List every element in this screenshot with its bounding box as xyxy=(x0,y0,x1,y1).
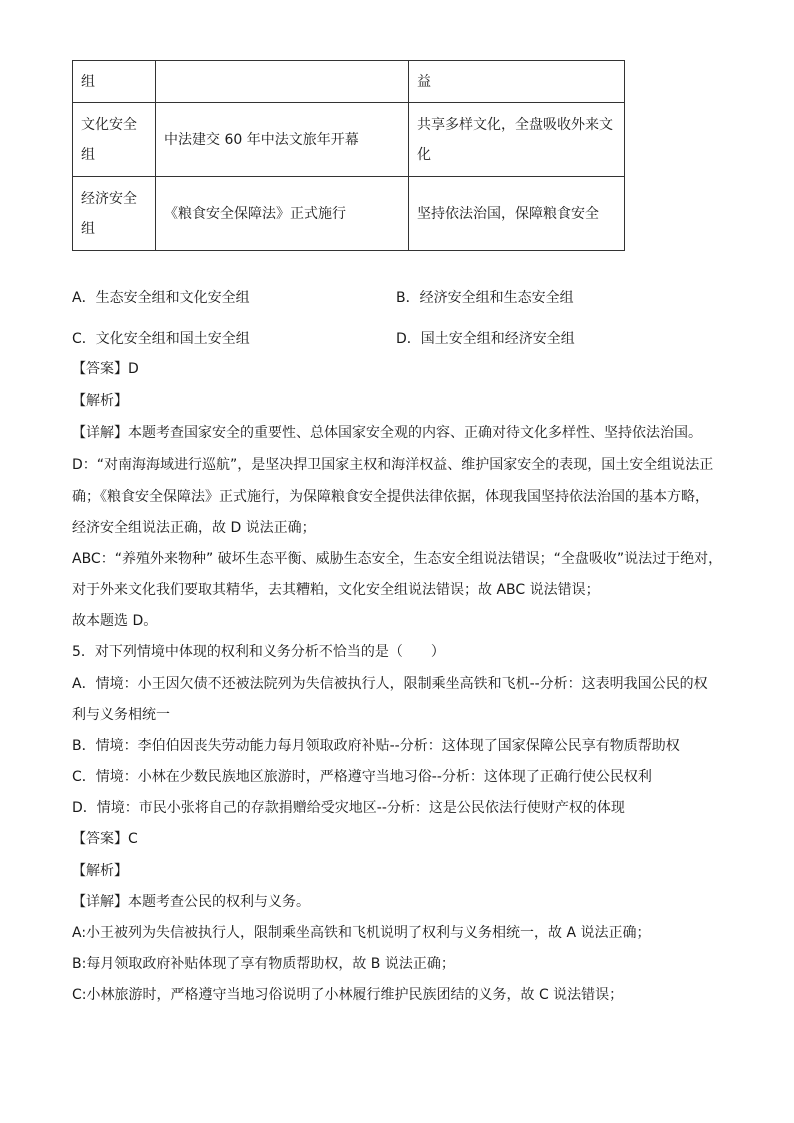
table-cell-event: 《粮食安全保障法》正式施行 xyxy=(156,177,409,251)
q5-option-c: C．情境：小林在少数民族地区旅游时，严格遵守当地习俗--分析：这体现了正确行使公民权利 xyxy=(72,769,652,785)
table-row xyxy=(73,177,625,251)
q4-explanation-d-line3: 经济安全组说法正确，故 D 说法正确； xyxy=(72,520,316,536)
q5-explanation-c: C:小林旅游时，严格遵守当地习俗说明了小林履行维护民族团结的义务，故 C 说法错误； xyxy=(72,987,624,1003)
table-cell-group: 组 xyxy=(73,61,156,103)
q5-option-b: B．情境：李伯伯因丧失劳动能力每月领取政府补贴--分析：这体现了国家保障公民享有物质帮助权 xyxy=(72,738,680,754)
q4-option-c: C．文化安全组和国土安全组 xyxy=(72,331,250,347)
q5-option-d: D．情境：市民小张将自己的存款捐赠给受灾地区--分析：这是公民依法行使财产权的体现 xyxy=(72,800,625,816)
q5-explanation-a: A:小王被列为失信被执行人，限制乘坐高铁和飞机说明了权利与义务相统一，故 A 说法正确； xyxy=(72,925,651,941)
table-row xyxy=(73,103,625,177)
q5-answer: 【答案】C xyxy=(72,831,138,847)
table-cell-event xyxy=(156,61,409,103)
table-cell-group: 经济安全组 xyxy=(73,177,156,251)
q4-explanation-abc-line1: ABC：“养殖外来物种” 破坏生态平衡、威胁生态安全，生态安全组说法错误；“全盘吸收”说法过于绝对， xyxy=(72,551,723,567)
q5-explanation-b: B:每月领取政府补贴体现了享有物质帮助权，故 B 说法正确； xyxy=(72,956,455,972)
q4-answer: 【答案】D xyxy=(72,361,139,377)
table-cell-analysis: 共享多样文化，全盘吸收外来文化 xyxy=(409,103,625,177)
q5-analysis-heading: 【解析】 xyxy=(72,863,128,879)
table-cell-group: 文化安全组 xyxy=(73,103,156,177)
q4-explanation-abc-line2: 对于外来文化我们要取其精华，去其糟粕，文化安全组说法错误；故 ABC 说法错误； xyxy=(72,582,600,598)
table-cell-analysis: 坚持依法治国，保障粮食安全 xyxy=(409,177,625,251)
q4-option-b: B．经济安全组和生态安全组 xyxy=(396,290,574,306)
q5-stem: 5．对下列情境中体现的权利和义务分析不恰当的是（ ） xyxy=(72,644,445,660)
q5-option-a-line1: A．情境：小王因欠债不还被法院列为失信被执行人，限制乘坐高铁和飞机--分析：这表明我国公民的权 xyxy=(72,676,708,692)
q4-detail: 【详解】本题考查国家安全的重要性、总体国家安全观的内容、正确对待文化多样性、坚持依法治国。 xyxy=(72,425,702,441)
q4-option-a: A．生态安全组和文化安全组 xyxy=(72,290,250,306)
q4-explanation-d-line2: 确；《粮食安全保障法》正式施行，为保障粮食安全提供法律依据，体现我国坚持依法治国的基本方略， xyxy=(72,489,709,505)
q4-option-d: D．国土安全组和经济安全组 xyxy=(396,331,575,347)
table-cell-event: 中法建交 60 年中法文旅年开幕 xyxy=(156,103,409,177)
question-table xyxy=(72,60,625,251)
q5-detail: 【详解】本题考查公民的权利与义务。 xyxy=(72,894,310,910)
table-cell-analysis: 益 xyxy=(409,61,625,103)
q4-analysis-heading: 【解析】 xyxy=(72,393,128,409)
table-row xyxy=(73,61,625,103)
q4-explanation-d-line1: D：“对南海海域进行巡航”，是坚决捍卫国家主权和海洋权益、维护国家安全的表现，国土安全组说法正 xyxy=(72,457,714,473)
q4-conclusion: 故本题选 D。 xyxy=(72,613,158,629)
q5-option-a-line2: 利与义务相统一 xyxy=(72,707,170,723)
